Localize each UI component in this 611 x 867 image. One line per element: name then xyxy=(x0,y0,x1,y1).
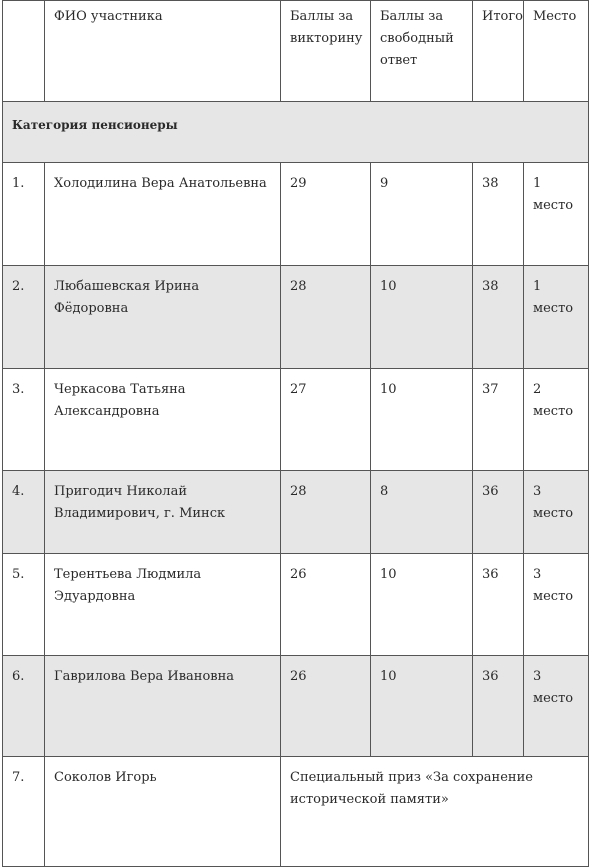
category-row xyxy=(3,102,589,163)
row-total: 36 xyxy=(473,554,524,656)
row-name: Любашевская Ирина Фёдоровна xyxy=(45,266,281,369)
row-num: 7. xyxy=(3,757,45,867)
row-total: 38 xyxy=(473,266,524,369)
table-row xyxy=(3,266,589,369)
row-total: 36 xyxy=(473,656,524,757)
row-free: 8 xyxy=(371,471,473,554)
row-place: 1 место xyxy=(524,266,589,369)
row-free: 10 xyxy=(371,554,473,656)
results-table xyxy=(2,0,589,867)
row-num: 4. xyxy=(3,471,45,554)
header-free: Баллы за свободный ответ xyxy=(371,1,473,102)
row-place: 2 место xyxy=(524,369,589,471)
row-quiz: 26 xyxy=(281,656,371,757)
row-num: 2. xyxy=(3,266,45,369)
row-name: Черкасова Татьяна Александровна xyxy=(45,369,281,471)
row-place: 3 место xyxy=(524,554,589,656)
table-row xyxy=(3,554,589,656)
row-total: 38 xyxy=(473,163,524,266)
row-num: 6. xyxy=(3,656,45,757)
row-num: 3. xyxy=(3,369,45,471)
row-place: 1 место xyxy=(524,163,589,266)
header-total: Итого xyxy=(473,1,524,102)
table-row xyxy=(3,471,589,554)
row-total: 37 xyxy=(473,369,524,471)
row-quiz: 27 xyxy=(281,369,371,471)
row-name: Гаврилова Вера Ивановна xyxy=(45,656,281,757)
special-prize-row xyxy=(3,757,589,867)
row-name: Соколов Игорь xyxy=(45,757,281,867)
row-place: 3 место xyxy=(524,471,589,554)
header-row xyxy=(3,1,589,102)
row-quiz: 28 xyxy=(281,471,371,554)
header-quiz: Баллы за викторину xyxy=(281,1,371,102)
row-quiz: 29 xyxy=(281,163,371,266)
row-name: Пригодич Николай Владимирович, г. Минск xyxy=(45,471,281,554)
row-name: Терентьева Людмила Эдуардовна xyxy=(45,554,281,656)
row-total: 36 xyxy=(473,471,524,554)
table-row xyxy=(3,656,589,757)
row-place: 3 место xyxy=(524,656,589,757)
row-free: 10 xyxy=(371,656,473,757)
category-label: Категория пенсионеры xyxy=(3,102,589,163)
row-name: Холодилина Вера Анатольевна xyxy=(45,163,281,266)
row-free: 10 xyxy=(371,369,473,471)
row-free: 9 xyxy=(371,163,473,266)
header-num xyxy=(3,1,45,102)
header-place: Место xyxy=(524,1,589,102)
row-quiz: 28 xyxy=(281,266,371,369)
table-row xyxy=(3,163,589,266)
row-quiz: 26 xyxy=(281,554,371,656)
header-name: ФИО участника xyxy=(45,1,281,102)
special-prize-text: Специальный приз «За сохранение исторической памяти» xyxy=(281,757,589,867)
row-num: 5. xyxy=(3,554,45,656)
row-free: 10 xyxy=(371,266,473,369)
table-row xyxy=(3,369,589,471)
row-num: 1. xyxy=(3,163,45,266)
